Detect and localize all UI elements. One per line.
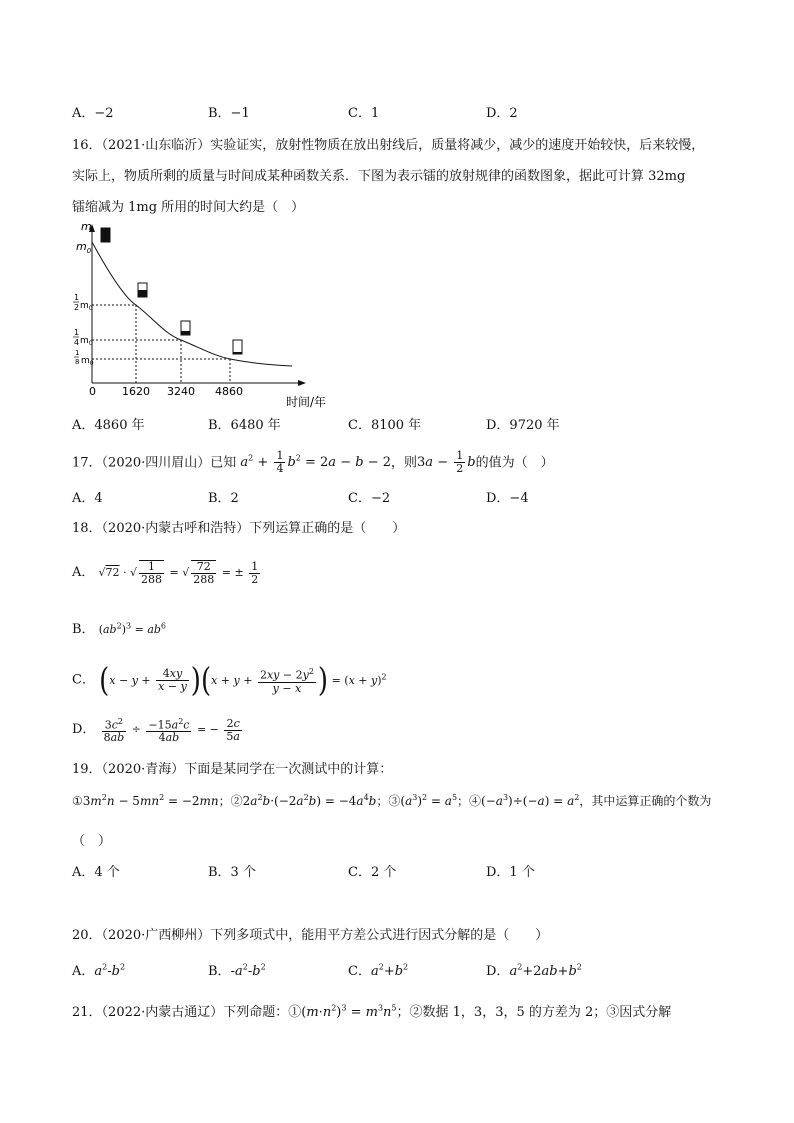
q16-option-c[interactable]: C．8100 年 xyxy=(348,418,422,433)
q19-item-1: $①3m^2n - 5mn^2 = -2mn$； xyxy=(72,793,231,808)
y-axis-label: m xyxy=(81,220,92,233)
q20-option-b[interactable]: B．$-a^2-b^2$ xyxy=(208,962,266,979)
q18-option-b[interactable]: B． $(ab^2)^3 = ab^6$ xyxy=(72,621,167,637)
q16-option-b[interactable]: B．6480 年 xyxy=(208,418,281,433)
q18-option-a[interactable]: A． √72 · √ $\frac{1}{288}$ = √ $\frac{72}{288}$ = ± $\frac{1}{2}$ xyxy=(72,559,259,586)
q15-option-b[interactable]: B．−1 xyxy=(208,106,250,121)
q19-option-a[interactable]: A．4 个 xyxy=(72,865,120,880)
half-tick-numerator: 1 xyxy=(74,293,80,302)
quarter-tick-denominator: 4 xyxy=(74,338,80,347)
quarter-tick-numerator: 1 xyxy=(74,328,80,337)
q17-option-d[interactable]: D．−4 xyxy=(486,491,529,506)
sample-full-icon xyxy=(101,228,110,242)
q15-option-c[interactable]: C．1 xyxy=(348,106,380,121)
q17-option-c[interactable]: C．−2 xyxy=(348,491,391,506)
q15-option-d[interactable]: D．2 xyxy=(486,106,518,121)
half-tick-m0: $m_0$ xyxy=(80,301,93,312)
guide-lines xyxy=(92,305,230,383)
x-tick-1620: 1620 xyxy=(122,385,150,398)
x-axis-label: 时间/年 xyxy=(286,395,327,409)
x-axis-arrow xyxy=(298,380,306,386)
half-tick-denominator: 2 xyxy=(74,303,80,312)
q19-option-b[interactable]: B．3 个 xyxy=(208,865,256,880)
q18-option-d[interactable]: D． $\frac{3c^2}{8ab}$ ÷ $\frac{-15a^2c}{4ab}$ = − $\frac{2c}{5a}$ xyxy=(72,716,240,745)
x-tick-3240: 3240 xyxy=(167,385,195,398)
q20-options xyxy=(72,960,732,980)
eighth-tick-m0: $m_0$ xyxy=(81,356,94,367)
q17-options xyxy=(72,487,732,507)
q15-options xyxy=(72,102,732,122)
q18-stem: 18．（2020·内蒙古呼和浩特）下列运算正确的是（ ） xyxy=(72,521,406,536)
x-tick-4860: 4860 xyxy=(215,385,243,398)
q21-stem: 21．（2022·内蒙古通辽）下列命题：$①(m\cdot n^2)^3 = m^3n^5$；②数据 1，3，3，5 的方差为 2；③因式分解 xyxy=(72,1003,672,1020)
sample-eighth-icon xyxy=(233,340,242,354)
q16-line-3: 镭缩减为 1mg 所用的时间大约是（ ） xyxy=(72,200,305,215)
q20-option-c[interactable]: C．$a^2+b^2$ xyxy=(348,962,409,979)
q16-option-a[interactable]: A．4860 年 xyxy=(72,418,145,433)
q19-option-c[interactable]: C．2 个 xyxy=(348,865,397,880)
origin-label: 0 xyxy=(89,385,96,398)
eighth-tick-denominator: 8 xyxy=(75,358,80,366)
q19-item-2: $②2a^2b\cdot(-2a^2b) = -4a^4b$； xyxy=(230,793,389,808)
quarter-tick-m0: $m_0$ xyxy=(80,336,93,347)
q17-expression: 3a − $\frac{1}{2}$ b xyxy=(417,449,476,476)
q19-item-3: $③(a^3)^2 = a^5$； xyxy=(388,793,470,808)
q16-line-2: 实际上，物质所剩的质量与时间成某种函数关系．下图为表示镭的放射规律的函数图象，据此可计算 32mg xyxy=(72,169,686,184)
q21-item-1: $①(m\cdot n^2)^3 = m^3n^5$ xyxy=(288,1003,397,1020)
q20-stem: 20．（2020·广西柳州）下列多项式中，能用平方差公式进行因式分解的是（ ） xyxy=(72,928,549,943)
q17-option-a[interactable]: A．4 xyxy=(72,491,103,506)
q17-stem: 17．（2020·四川眉山）已知 $a^2$ + $\frac{1}{4}$ $b^2 = 2a - b - 2$，则3a − $\frac{1}{2}$ b的值为（ ） xyxy=(72,449,554,476)
q17-equation: $a^2$ + $\frac{1}{4}$ $b^2 = 2a - b - 2$ xyxy=(240,449,391,476)
q19-calculations: $①3m^2n - 5mn^2 = -2mn$；$②2a^2b\cdot(-2a^2b) = -4a^4b$；$③(a^3)^2 = a^5$；$④(-a^3)\div(-a) = a^2$，其中运算正确的个数为 xyxy=(72,793,712,808)
q19-item-4: $④(-a^3)\div(-a) = a^2$ xyxy=(469,793,580,808)
q18-option-c[interactable]: C． (x − y + $\frac{4xy}{x - y}$ )(x + y + $\frac{2xy - 2y^2}{y - x}$ ) = $(x + y)^2$ xyxy=(72,661,387,700)
q20-option-d[interactable]: D．$a^2+2ab+b^2$ xyxy=(486,962,582,979)
q17-option-b[interactable]: B．2 xyxy=(208,491,239,506)
q16-line-1: 16．（2021·山东临沂）实验证实，放射性物质在放出射线后，质量将减少，减少的速度开始较快，后来较慢， xyxy=(72,138,705,153)
q15-option-a[interactable]: A．−2 xyxy=(72,106,114,121)
q19-options xyxy=(72,861,732,881)
m0-tick-label: $m_0$ xyxy=(76,240,92,255)
q19-option-d[interactable]: D．1 个 xyxy=(486,865,535,880)
radium-decay-graph xyxy=(70,220,327,410)
q19-stem: 19．（2020·青海）下面是某同学在一次测试中的计算： xyxy=(72,762,393,777)
q16-options xyxy=(72,414,732,434)
eighth-tick-numerator: 1 xyxy=(75,349,80,357)
decay-curve xyxy=(92,242,292,366)
q19-paren: （ ） xyxy=(72,834,112,849)
q16-option-d[interactable]: D．9720 年 xyxy=(486,418,560,433)
q20-option-a[interactable]: A．$a^2-b^2$ xyxy=(72,962,126,979)
